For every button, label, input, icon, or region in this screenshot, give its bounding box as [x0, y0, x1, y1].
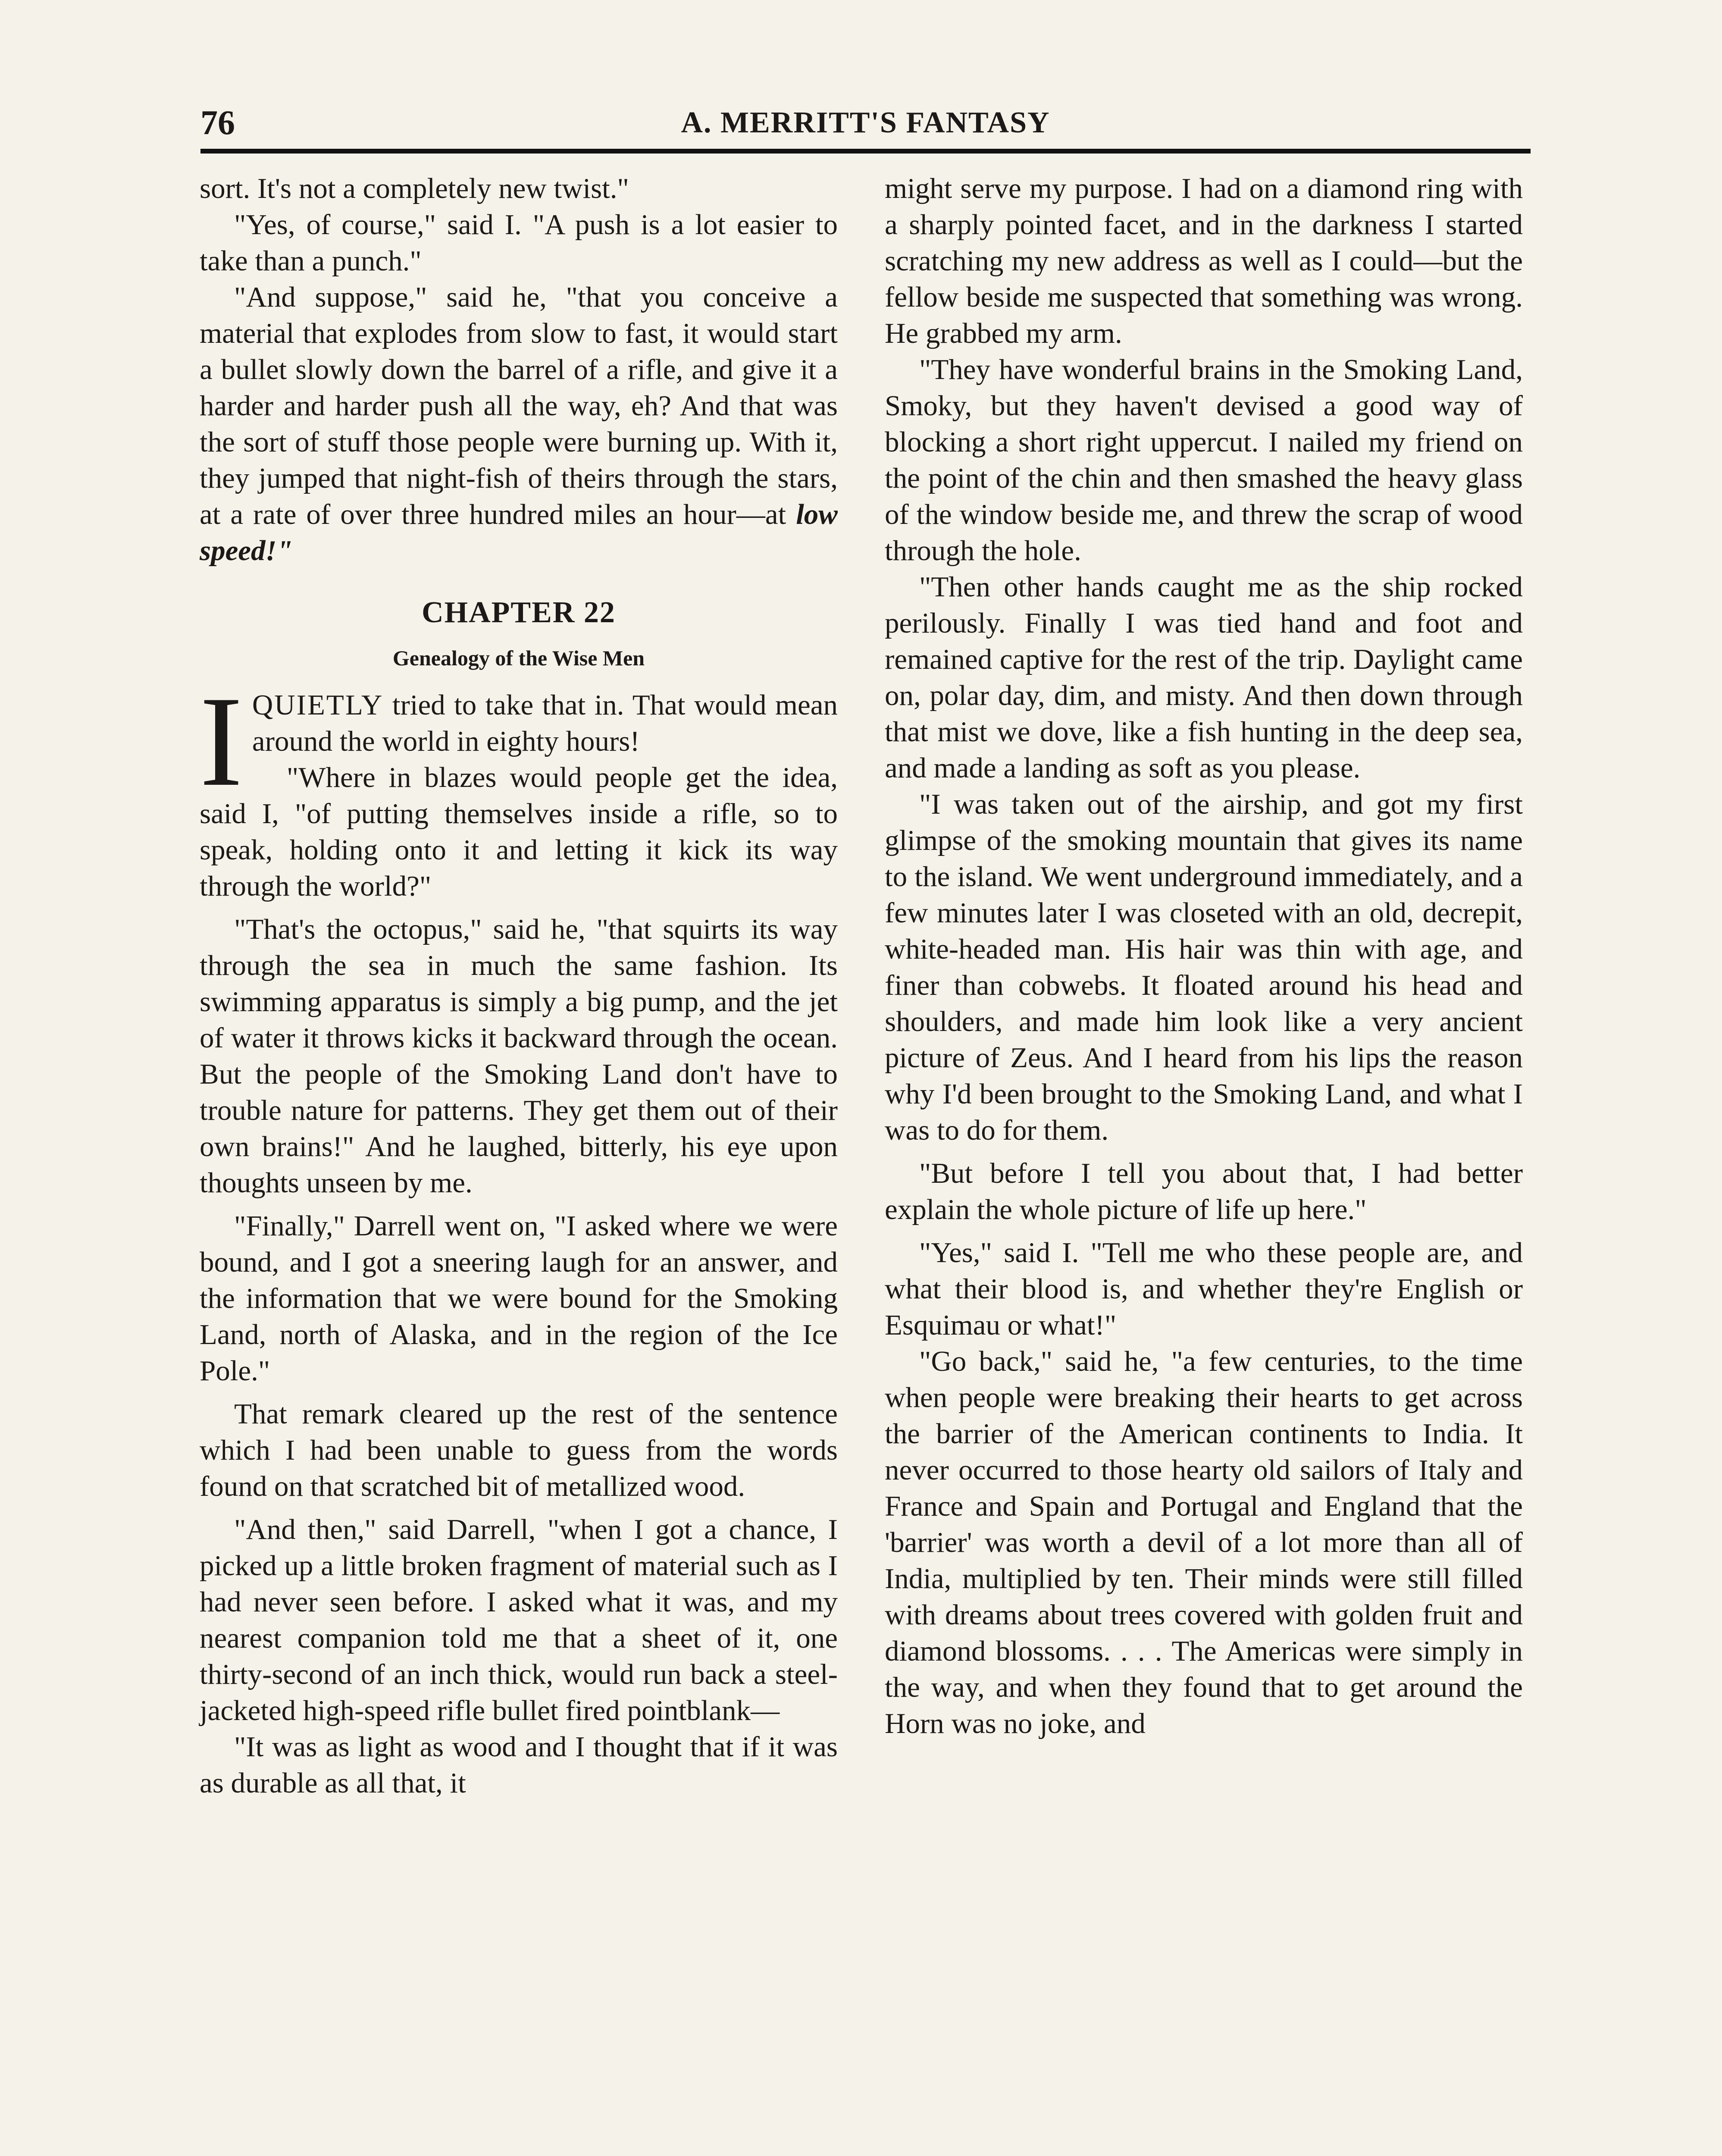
paragraph: That remark cleared up the rest of the sentence which I had been unable to guess from the words found on that scratched bit of metallized wood. [200, 1398, 838, 1502]
paragraph: "And then," said Darrell, "when I got a chance, I picked up a little broken fragment of material such as I had never seen before. I asked what it was, and my nearest companion told me that a sheet of it, one thirty-second of an inch thick, would run back a steel-jacketed high-speed rifle bullet fired pointblank— [200, 1514, 838, 1727]
paragraph: "It was as light as wood and I thought that if it was as durable as all that, it [200, 1731, 838, 1799]
small-caps-lead: QUIETLY [252, 689, 384, 721]
paragraph: "Yes," said I. "Tell me who these people are, and what their blood is, and whether they're English or Esquimau or what!" [885, 1237, 1523, 1341]
paragraph-text: "And suppose," said he, "that you conceive a material that explodes from slow to fast, it would start a bullet slowly down the barrel of a rifle, and give it a harder and harder push all the way, eh? And that was the sort of stuff those people were burning up. With it, they jumped that night-fish of theirs through the stars, at a rate of over three hundred miles an hour—at [200, 281, 838, 530]
paragraph: "Go back," said he, "a few centuries, to the time when people were breaking their hearts to get across the barrier of the American continents to India. It never occurred to those hearty old sailors of Italy and France and Spain and Portugal and England that the 'barrier' was worth a devil of a lot more than all of India, multiplied by ten. Their minds were still filled with dreams about trees covered with golden fruit and diamond blossoms. . . . The Americas were simply in the way, and when they found that to get around the Horn was no joke, and [885, 1345, 1523, 1739]
paragraph: might serve my purpose. I had on a diamond ring with a sharply pointed facet, and in the darkness I started scratching my new address as well as I could—but the fellow beside me suspected that something was wrong. He grabbed my arm. [885, 172, 1523, 349]
page-number: 76 [200, 104, 235, 142]
paragraph: "That's the octopus," said he, "that squirts its way through the sea in much the same fashion. Its swimming apparatus is simply a big pump, and the jet of water it throws kicks it backward through the ocean. But the people of the Smoking Land don't have to trouble nature for patterns. They get them out of their own brains!" And he laughed, bitterly, his eye upon thoughts unseen by me. [200, 913, 838, 1199]
right-column [885, 170, 1523, 1742]
paragraph: "I was taken out of the airship, and got my first glimpse of the smoking mountain that gives its name to the island. We went underground immediately, and a few minutes later I was closeted with an old, decrepit, white-headed man. His hair was thin with age, and finer than cobwebs. It floated around his head and shoulders, and made him look like a very ancient picture of Zeus. And I heard from his lips the reason why I'd been brought to the Smoking Land, and what I was to do for them. [885, 788, 1523, 1146]
opening-paragraph [200, 670, 838, 813]
header-rule [200, 149, 1531, 154]
paragraph-text: tried to take that in. That would mean around the world in eighty hours! [252, 689, 838, 757]
drop-cap: I [200, 670, 243, 813]
paragraph: "Finally," Darrell went on, "I asked where we were bound, and I got a sneering laugh for an answer, and the information that we were bound for the Smoking Land, north of Alaska, and in the region of the Ice Pole." [200, 1210, 838, 1387]
paragraph: sort. It's not a completely new twist." [200, 172, 629, 204]
emphasis-text: low speed!" [200, 498, 838, 567]
paragraph: "They have wonderful brains in the Smoking Land, Smoky, but they haven't devised a good way of blocking a short right uppercut. I nailed my friend on the point of the chin and then smashed the heavy glass of the window beside me, and threw the scrap of wood through the hole. [885, 354, 1523, 567]
paragraph: "Where in blazes would people get the idea, said I, "of putting themselves inside a rifle, so to speak, holding onto it and letting it kick its way through the world?" [200, 761, 838, 902]
left-column [200, 170, 838, 1801]
paragraph: "But before I tell you about that, I had better explain the whole picture of life up here." [885, 1157, 1523, 1225]
chapter-heading: CHAPTER 22 [422, 596, 616, 629]
page-header [200, 101, 1531, 153]
chapter-subtitle: Genealogy of the Wise Men [392, 646, 645, 670]
running-title: A. MERRITT'S FANTASY [681, 106, 1050, 139]
paragraph [200, 279, 838, 569]
paragraph: "Yes, of course," said I. "A push is a lot easier to take than a punch." [200, 209, 838, 277]
paragraph: "Then other hands caught me as the ship rocked perilously. Finally I was tied hand and foot and remained captive for the rest of the trip. Daylight came on, polar day, dim, and misty. And then down through that mist we dove, like a fish hunting in the deep sea, and made a landing as soft as you please. [885, 571, 1523, 784]
